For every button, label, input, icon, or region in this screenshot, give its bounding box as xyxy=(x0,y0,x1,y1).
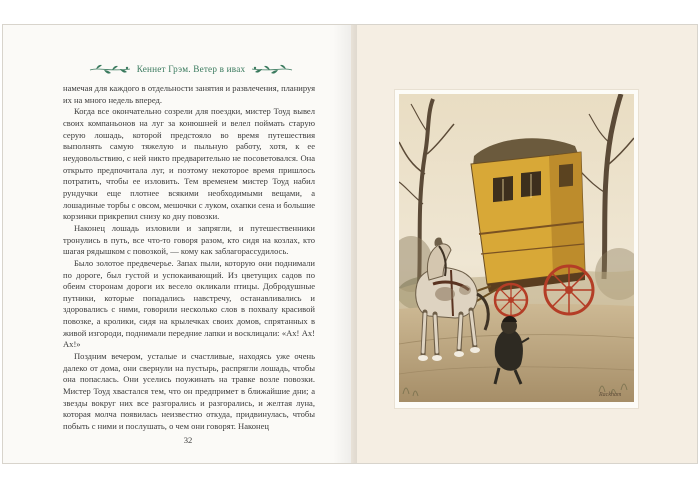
paragraph: Наконец лошадь изловили и запрягли, и путешественники тронулись в путь, все что-то говоря разом, кто сидя на козлах, кто шагая рядышком с повозкой, — кому как заблагорассудилось. xyxy=(63,222,315,257)
paragraph: намечая для каждого в отдельности занятия и развлечения, планируя их на много недель вперед. xyxy=(63,83,315,105)
running-header-title: Кеннет Грэм. Ветер в ивах xyxy=(136,64,246,74)
vine-ornament-left-icon xyxy=(89,62,131,76)
illustration-frame xyxy=(395,90,638,408)
running-header xyxy=(91,61,291,77)
left-page xyxy=(3,25,351,463)
artist-signature: Rackham xyxy=(599,392,622,398)
page-number: 32 xyxy=(183,435,193,445)
body-text xyxy=(63,83,315,433)
vine-ornament-right-icon xyxy=(251,62,293,76)
caravan-illustration xyxy=(399,94,634,402)
gutter-shadow xyxy=(333,25,357,463)
paragraph: Когда все окончательно созрели для поездки, мистер Тоуд вывел своих компаньонов на луг за конюшней и велел поймать старую серую лошадь, которой предстояло во время путешествия выполнять самую тяжелую и пыльную работу, хотя, к ее неудовольствию, с ней никто предварительно не посоветовался. Она открыто предпочитала луг, и поэтому некоторое время пришлось потратить, чтобы ее изловить. Тем временем мистер Тоуд набил рундучки еще плотнее всякими необходимыми вещами, а лошадиные торбы с овсом, мешочки с луком, охапки сена и большие корзинки прикрепил снизу ко дну повозки. xyxy=(63,106,315,222)
paragraph: Было золотое предвечерье. Запах пыли, которую они поднимали по дороге, был густой и успокаивающий. Из цветущих садов по обеим сторонам дороги их весело окликали птицы. Добродушные путники, которые попадались навстречу, останавливались и здоровались с ними, говорили несколько слов в похвалу красивой повозке, а кролики, сидя на крылечках своих домов, спрятанных в живой изгороди, поднимали передние лапки и восклицали: «Ах! Ах! Ах!» xyxy=(63,257,315,350)
paragraph: Поздним вечером, усталые и счастливые, находясь уже очень далеко от дома, они свернули на пустырь, распрягли лошадь, чтобы она попаслась. Они уселись поужинать на травке возле повозки. Мистер Тоуд хвастался тем, что он предпримет в ближайшие дни; а звезды вокруг них все разгорались и разгорались, и желтая луна, которая молча появилась неизвестно откуда, придвинулась, чтобы побыть с ними и послушать, о чем они говорят. Наконец xyxy=(63,351,315,432)
